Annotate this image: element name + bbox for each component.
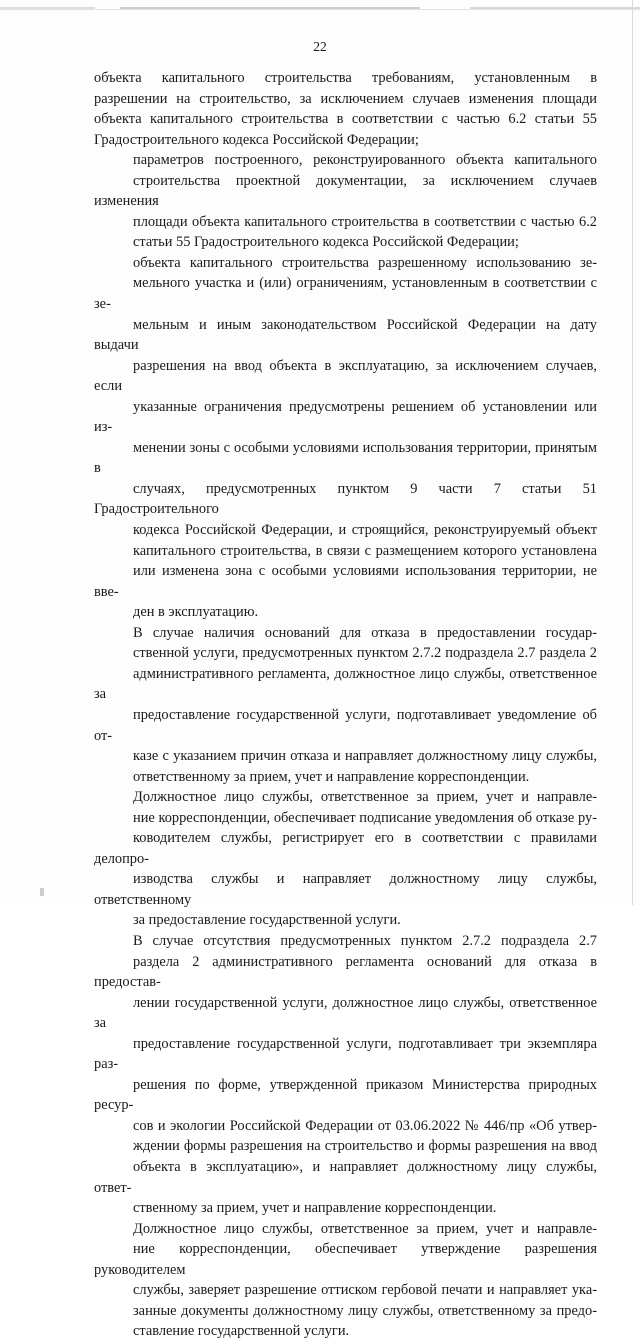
paragraph: [94, 787, 597, 931]
text-line: ответственному за прием, учет и направление корреспонденции.: [133, 768, 530, 785]
text-line: объекта капитального строительства в соответствии с частью 6.2 статьи 55: [94, 111, 597, 128]
scan-mark: [40, 888, 44, 896]
text-line: административного регламента, должностное лицо службы, ответственное за: [94, 665, 597, 703]
text-line: В случае отсутствия предусмотренных пунктом 2.7.2 подраздела 2.7: [133, 932, 597, 949]
text-line: параметров построенного, реконструированного объекта капитального: [133, 152, 597, 169]
text-line: ние корреспонденции, обеспечивает утверждение разрешения руководителем: [94, 1241, 597, 1278]
page-number: 22: [313, 39, 327, 54]
paragraph: [94, 253, 597, 623]
text-line: объекта в эксплуатацию», и направляет должностному лицу службы, ответ-: [94, 1158, 597, 1196]
paragraph: [94, 623, 597, 787]
paragraph: [94, 1219, 597, 1342]
scan-edge-top-shadow: [0, 9, 640, 10]
text-line: сов и экологии Российской Федерации от 03.06.2022 № 446/пр «Об утвер-: [133, 1117, 597, 1134]
text-line: ственной услуги, предусмотренных пунктом 2.7.2 подраздела 2.7 раздела 2: [133, 645, 597, 662]
paragraph: [94, 150, 597, 253]
text-line: лении государственной услуги, должностное лицо службы, ответственное за: [94, 994, 597, 1032]
text-line: за предоставление государственной услуги.: [133, 912, 401, 929]
text-line: кодекса Российской Федерации, и строящийся, реконструируемый объект: [133, 522, 597, 539]
text-line: статьи 55 Градостроительного кодекса Российской Федерации;: [133, 234, 519, 251]
document-body: [94, 68, 597, 1342]
text-line: указанные ограничения предусмотрены решением об установлении или из-: [94, 398, 597, 436]
text-line: предоставление государственной услуги, подготавливает три экземпляра раз-: [94, 1035, 597, 1073]
text-line: предоставление государственной услуги, подготавливает уведомление об от-: [94, 706, 597, 744]
text-line: или изменена зона с особыми условиями использования территории, не вве-: [94, 563, 597, 600]
text-line: службы, заверяет разрешение оттиском гербовой печати и направляет ука-: [133, 1282, 597, 1299]
text-line: ственному за прием, учет и направление корреспонденции.: [133, 1200, 497, 1217]
text-line: изводства службы и направляет должностному лицу службы, ответственному: [94, 871, 597, 908]
text-line: капитального строительства, в связи с размещением которого установлена: [133, 542, 597, 559]
text-line: строительства проектной документации, за исключением случаев изменения: [94, 172, 597, 210]
text-line: мельного участка и (или) ограничениям, установленным в соответствии с зе-: [94, 275, 597, 313]
text-line: казе с указанием причин отказа и направляет должностному лицу службы,: [133, 748, 597, 765]
text-line: В случае наличия оснований для отказа в предоставлении государ-: [133, 624, 597, 641]
text-line: разрешении на строительство, за исключением случаев изменения площади: [94, 90, 597, 107]
text-line: ждении формы разрешения на строительство и формы разрешения на ввод: [133, 1138, 597, 1155]
text-line: ководителем службы, регистрирует его в соответствии с правилами делопро-: [94, 830, 597, 867]
text-line: случаях, предусмотренных пунктом 9 части 7 статьи 51 Градостроительного: [94, 480, 597, 518]
text-line: ставление государственной услуги.: [133, 1323, 350, 1340]
paragraph: [94, 68, 597, 150]
text-line: разрешения на ввод объекта в эксплуатацию, за исключением случаев, если: [94, 357, 597, 395]
text-line: объекта капитального строительства требованиям, установленным в: [94, 70, 597, 86]
scan-edge-right: [632, 0, 633, 905]
text-line: ден в эксплуатацию.: [133, 604, 259, 621]
text-line: занные документы должностному лицу службы, ответственному за предо-: [133, 1302, 597, 1319]
text-line: Градостроительного кодекса Российской Федерации;: [94, 131, 419, 148]
paragraph: [94, 931, 597, 1219]
text-line: ние корреспонденции, обеспечивает подписание уведомления об отказе ру-: [133, 809, 597, 826]
text-line: объекта капитального строительства разрешенному использованию зе-: [133, 254, 597, 271]
text-line: решения по форме, утвержденной приказом Министерства природных ресур-: [94, 1076, 597, 1114]
text-line: мельным и иным законодательством Российской Федерации на дату выдачи: [94, 316, 597, 354]
text-line: Должностное лицо службы, ответственное за прием, учет и направле-: [133, 1220, 597, 1237]
text-line: менении зоны с особыми условиями использования территории, принятым в: [94, 439, 597, 477]
text-line: раздела 2 административного регламента оснований для отказа в предостав-: [94, 953, 597, 991]
text-line: площади объекта капитального строительства в соответствии с частью 6.2: [133, 213, 597, 230]
text-line: Должностное лицо службы, ответственное за прием, учет и направле-: [133, 789, 597, 806]
